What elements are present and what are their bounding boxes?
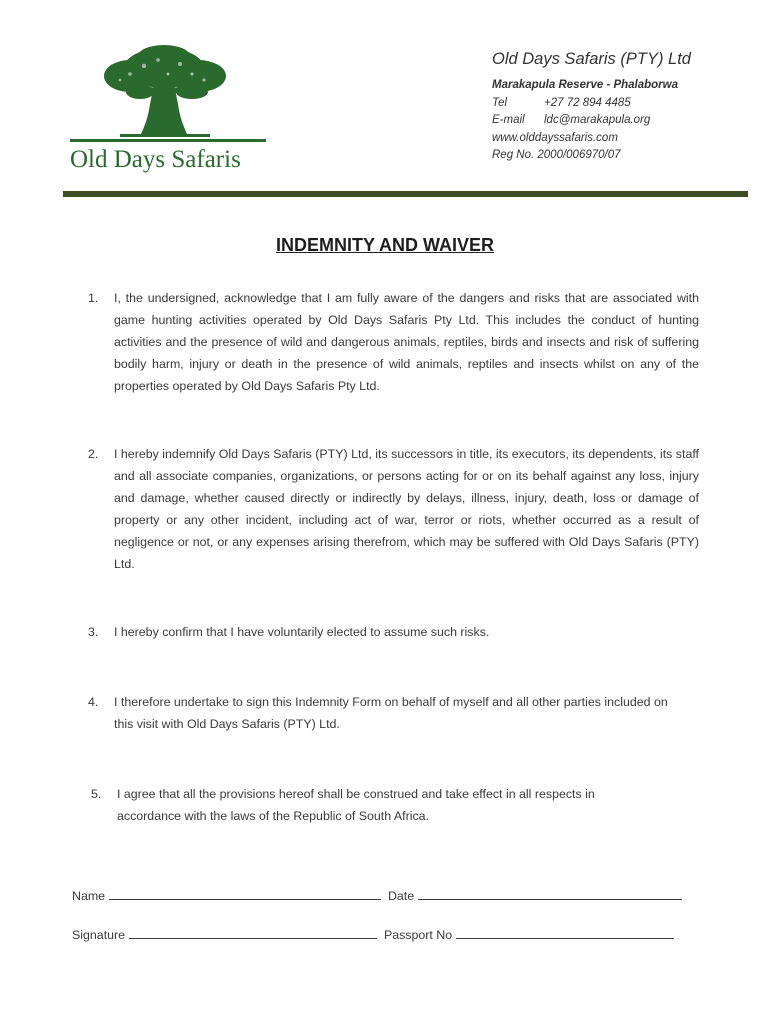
tel-label: Tel [492, 96, 507, 109]
passport-label: Passport No [383, 928, 453, 942]
clause-2 [88, 443, 699, 575]
document-title-text: INDEMNITY AND WAIVER [275, 235, 494, 255]
logo-divider [70, 139, 266, 142]
company-name: Old Days Safaris (PTY) Ltd [492, 50, 691, 68]
clause-1 [88, 287, 699, 397]
date-field[interactable] [418, 885, 682, 900]
signature-passport-row [72, 924, 674, 942]
company-email [492, 112, 691, 130]
clause-number: 3. [88, 625, 99, 639]
baobab-tree-icon [100, 44, 228, 140]
name-field[interactable] [109, 885, 381, 900]
company-logo [62, 44, 268, 176]
clause-3 [88, 621, 699, 643]
signature-field[interactable] [129, 924, 377, 939]
signature-label: Signature [72, 928, 126, 942]
name-label: Name [72, 889, 106, 903]
email-label: E-mail [492, 114, 525, 126]
clause-number: 4. [88, 695, 99, 709]
clause-text: I hereby confirm that I have voluntarily elected to assume such risks. [114, 625, 490, 639]
company-location: Marakapula Reserve - Phalaborwa [492, 79, 678, 91]
clause-text: I hereby indemnify Old Days Safaris (PTY) Ltd, its successors in title, its executors, its dependents, its staff and all associate companies, organizations, or persons acting for or on its behalf against any loss, injury and damage, whether caused directly or indirectly by delays, illness, injury, death, loss or damage of property or any other incident, including act of war, terror or riots, whether occurred as a result of negligence or not, or any expenses arising therefrom, which may be suffered with Old Days Safaris (PTY) Ltd. [114, 447, 699, 571]
tel-value: +27 72 894 4485 [544, 96, 631, 109]
clause-5 [91, 783, 662, 827]
name-date-row [72, 885, 682, 903]
header-divider [63, 191, 748, 197]
logo-wordmark: Old Days Safaris [70, 146, 241, 173]
company-info [492, 50, 691, 165]
company-website: www.olddayssafaris.com [492, 131, 618, 144]
clause-number: 1. [88, 291, 99, 305]
company-reg: Reg No. 2000/006970/07 [492, 149, 621, 161]
clause-text: I agree that all the provisions hereof shall be construed and take effect in all respects in accordance with the laws of the Republic of South Africa. [117, 787, 595, 823]
passport-field[interactable] [456, 924, 674, 939]
clause-number: 2. [88, 447, 99, 461]
clause-4 [88, 691, 674, 735]
company-tel [492, 95, 691, 113]
clause-text: I, the undersigned, acknowledge that I am fully aware of the dangers and risks that are associated with game hunting activities operated by Old Days Safaris Pty Ltd. This includes the conduct of hunting activities and the presence of wild and dangerous animals, reptiles, birds and insects and risk of suffering bodily harm, injury or death in the presence of wild animals, reptiles and insects whilst on any of the properties operated by Old Days Safaris Pty Ltd. [114, 291, 699, 393]
date-label: Date [387, 889, 415, 903]
clause-number: 5. [91, 787, 102, 801]
email-value: ldc@marakapula.org [544, 114, 651, 126]
document-title [0, 235, 770, 256]
clause-text: I therefore undertake to sign this Indemnity Form on behalf of myself and all other parties included on this visit with Old Days Safaris (PTY) Ltd. [114, 695, 668, 731]
